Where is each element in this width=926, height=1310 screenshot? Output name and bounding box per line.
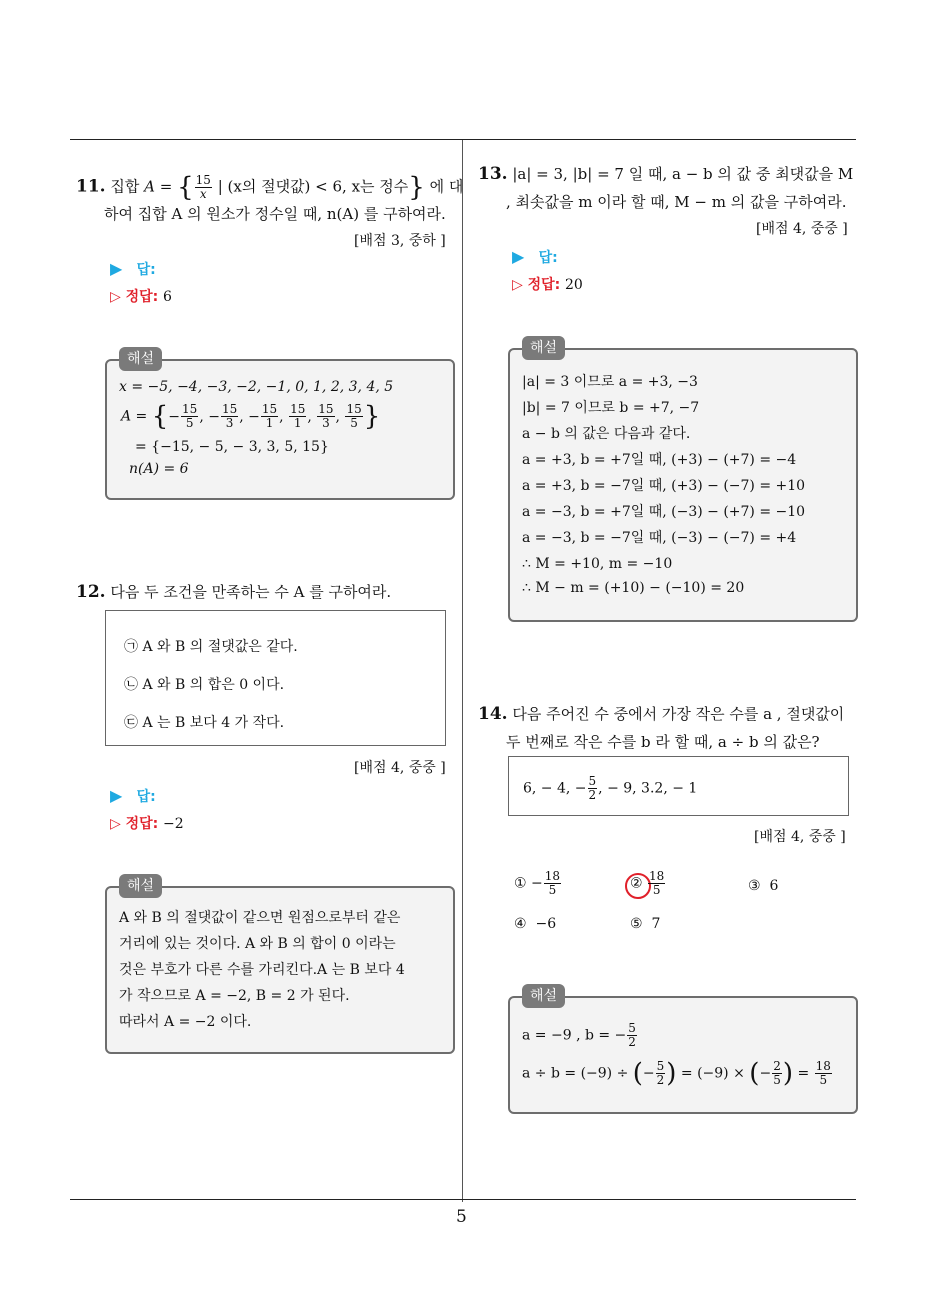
q14-sol-line2: a ÷ b = (−9) ÷ (− $\frac{5}{2}$ ) = (−9) × (− $\frac{2}{5}$ ) = $\frac{18}{5}$ bbox=[522, 1058, 831, 1089]
q11-answer-row bbox=[110, 259, 156, 279]
q13-sol-line3: a − b 의 값은 다음과 같다. bbox=[522, 426, 691, 442]
q11-text: 집합 bbox=[110, 177, 140, 196]
q11-sol-line4: n(A) = 6 bbox=[129, 461, 189, 477]
q11-correct-value: 6 bbox=[163, 289, 172, 305]
q11-fraction: $\frac{15}{x}$ bbox=[195, 173, 211, 201]
q14-choice-4[interactable]: ④ −6 bbox=[514, 916, 557, 932]
column-divider bbox=[462, 140, 463, 1202]
q13-sol-line8: ∴ M = +10, m = −10 bbox=[522, 556, 673, 572]
q11-solution-tag: 해설 bbox=[119, 347, 162, 371]
q11-sol-fraction: − $\frac{15}{3}$ , bbox=[208, 402, 249, 430]
q12-correct-label: 정답: bbox=[125, 816, 159, 832]
outline-triangle-icon: ▷ bbox=[110, 816, 121, 832]
q11-sol-line2: A = {− $\frac{15}{5}$ , − $\frac{15}{3}$ , − $\frac{15}{1}$ , $\frac{15}{1}$ , $\frac{15}{3}$ , $\frac{15}{5}$ } bbox=[121, 401, 381, 432]
q11-sol-line1: x = −5, −4, −3, −2, −1, 0, 1, 2, 3, 4, 5 bbox=[119, 379, 394, 395]
q14-text1: 다음 주어진 수 중에서 가장 작은 수를 a , 절댓값이 bbox=[512, 705, 845, 723]
q12-condition-3: ㉢ A 는 B 보다 4 가 작다. bbox=[124, 715, 285, 731]
q11-solution-box bbox=[105, 351, 455, 500]
q13-sol-line5: a = +3, b = −7일 때, (+3) − (−7) = +10 bbox=[522, 478, 806, 494]
q14-choice-2[interactable]: ② $\frac{18}{5}$ bbox=[630, 869, 665, 897]
q13-sol-line7: a = −3, b = −7일 때, (−3) − (−7) = +4 bbox=[522, 530, 797, 546]
q14-choice-3[interactable]: ③ 6 bbox=[748, 878, 779, 894]
q14-line1 bbox=[478, 704, 844, 724]
q11-line1: 11. 집합 A = { $\frac{15}{x}$ | (x의 절댓값) < 6, x는 정수} 에 대 bbox=[76, 172, 464, 203]
q13-sol-line2: |b| = 7 이므로 b = +7, −7 bbox=[522, 400, 700, 416]
outline-triangle-icon: ▷ bbox=[512, 277, 523, 293]
page-number: 5 bbox=[456, 1207, 467, 1227]
q13-correct-label: 정답: bbox=[527, 277, 561, 293]
q12-answer-label: 답: bbox=[136, 789, 156, 805]
q11-condition: | (x의 절댓값) < 6, x는 정수 bbox=[217, 177, 409, 196]
q12-number: 12. bbox=[76, 582, 106, 602]
q11-number: 11. bbox=[76, 176, 106, 197]
q12-sol-line3: 것은 부호가 다른 수를 가리킨다.A 는 B 보다 4 bbox=[119, 962, 405, 978]
q11-sol-fraction: $\frac{15}{3}$ , bbox=[318, 402, 345, 430]
q14-number: 14. bbox=[478, 704, 508, 724]
q13-answer-row bbox=[512, 247, 558, 267]
q11-text-end: 에 대 bbox=[429, 177, 464, 196]
q14-sol-line1: a = −9 , b = − $\frac{5}{2}$ bbox=[522, 1021, 636, 1049]
q12-score: [배점 4, 중중 ] bbox=[354, 760, 446, 776]
q13-answer-label: 답: bbox=[538, 250, 558, 266]
q12-sol-line1: A 와 B 의 절댓값이 같으면 원점으로부터 같은 bbox=[119, 910, 401, 926]
q12-sol-line4: 가 작으므로 A = −2, B = 2 가 된다. bbox=[119, 988, 350, 1004]
q11-sol-fraction: − $\frac{15}{5}$ , bbox=[168, 402, 209, 430]
q13-number: 13. bbox=[478, 164, 508, 184]
q14-choice-1[interactable]: ① − $\frac{18}{5}$ bbox=[514, 869, 561, 897]
q11-sol-fraction: $\frac{15}{1}$ , bbox=[290, 402, 317, 430]
q12-sol-line2: 거리에 있는 것이다. A 와 B 의 합이 0 이라는 bbox=[119, 936, 396, 952]
q14-numbers-box bbox=[508, 756, 849, 816]
q12-solution-tag: 해설 bbox=[119, 874, 162, 898]
play-icon: ▶ bbox=[110, 259, 123, 278]
q12-solution-box bbox=[105, 878, 455, 1054]
q12-answer-row bbox=[110, 786, 156, 806]
q13-sol-line1: |a| = 3 이므로 a = +3, −3 bbox=[522, 374, 698, 390]
q11-correct-row bbox=[110, 286, 172, 306]
q13-line1 bbox=[478, 164, 853, 184]
play-icon: ▶ bbox=[512, 247, 525, 266]
q13-solution-tag: 해설 bbox=[522, 336, 565, 360]
q13-correct-value: 20 bbox=[565, 277, 583, 293]
q13-sol-line6: a = −3, b = +7일 때, (−3) − (+7) = −10 bbox=[522, 504, 806, 520]
q14-solution-tag: 해설 bbox=[522, 984, 565, 1008]
q12-condition-1: ㉠ A 와 B 의 절댓값은 같다. bbox=[124, 639, 298, 655]
q12-correct-row bbox=[110, 813, 184, 833]
q13-correct-row bbox=[512, 274, 583, 294]
q12-text: 다음 두 조건을 만족하는 수 A 를 구하여라. bbox=[110, 583, 392, 601]
q12-sol-line5: 따라서 A = −2 이다. bbox=[119, 1014, 252, 1030]
q12-correct-value: −2 bbox=[163, 816, 184, 832]
q14-score: [배점 4, 중중 ] bbox=[754, 829, 846, 845]
outline-triangle-icon: ▷ bbox=[110, 289, 121, 305]
q11-line2: 하여 집합 A 의 원소가 정수일 때, n(A) 를 구하여라. bbox=[104, 205, 446, 223]
q12-line1 bbox=[76, 582, 391, 602]
q12-conditions-box bbox=[105, 610, 446, 746]
q11-sol-line3: = {−15, − 5, − 3, 3, 5, 15} bbox=[135, 439, 329, 455]
q14-line2: 두 번째로 작은 수를 b 라 할 때, a ÷ b 의 값은? bbox=[506, 733, 820, 751]
q11-answer-label: 답: bbox=[136, 262, 156, 278]
q11-sol-fraction: − $\frac{15}{1}$ , bbox=[248, 402, 289, 430]
q14-choice-5[interactable]: ⑤ 7 bbox=[630, 916, 661, 932]
q13-sol-line4: a = +3, b = +7일 때, (+3) − (+7) = −4 bbox=[522, 452, 797, 468]
q13-solution-box bbox=[508, 340, 858, 622]
q14-solution-box bbox=[508, 988, 858, 1114]
top-rule bbox=[70, 139, 856, 140]
q11-correct-label: 정답: bbox=[125, 289, 159, 305]
q13-text1: |a| = 3, |b| = 7 일 때, a − b 의 값 중 최댓값을 M bbox=[512, 165, 854, 183]
q12-condition-2: ㉡ A 와 B 의 합은 0 이다. bbox=[124, 677, 285, 693]
play-icon: ▶ bbox=[110, 786, 123, 805]
q11-sol-fraction: $\frac{15}{5}$ bbox=[346, 402, 362, 430]
q11-set-var: A = bbox=[144, 177, 173, 196]
bottom-rule bbox=[70, 1199, 856, 1200]
q13-sol-line9: ∴ M − m = (+10) − (−10) = 20 bbox=[522, 580, 745, 596]
q11-score: [배점 3, 중하 ] bbox=[354, 233, 446, 249]
q13-score: [배점 4, 중중 ] bbox=[756, 221, 848, 237]
q13-line2: , 최솟값을 m 이라 할 때, M − m 의 값을 구하여라. bbox=[506, 193, 847, 211]
q14-numbers: 6, − 4, − $\frac{5}{2}$ , − 9, 3.2, − 1 bbox=[523, 774, 698, 802]
